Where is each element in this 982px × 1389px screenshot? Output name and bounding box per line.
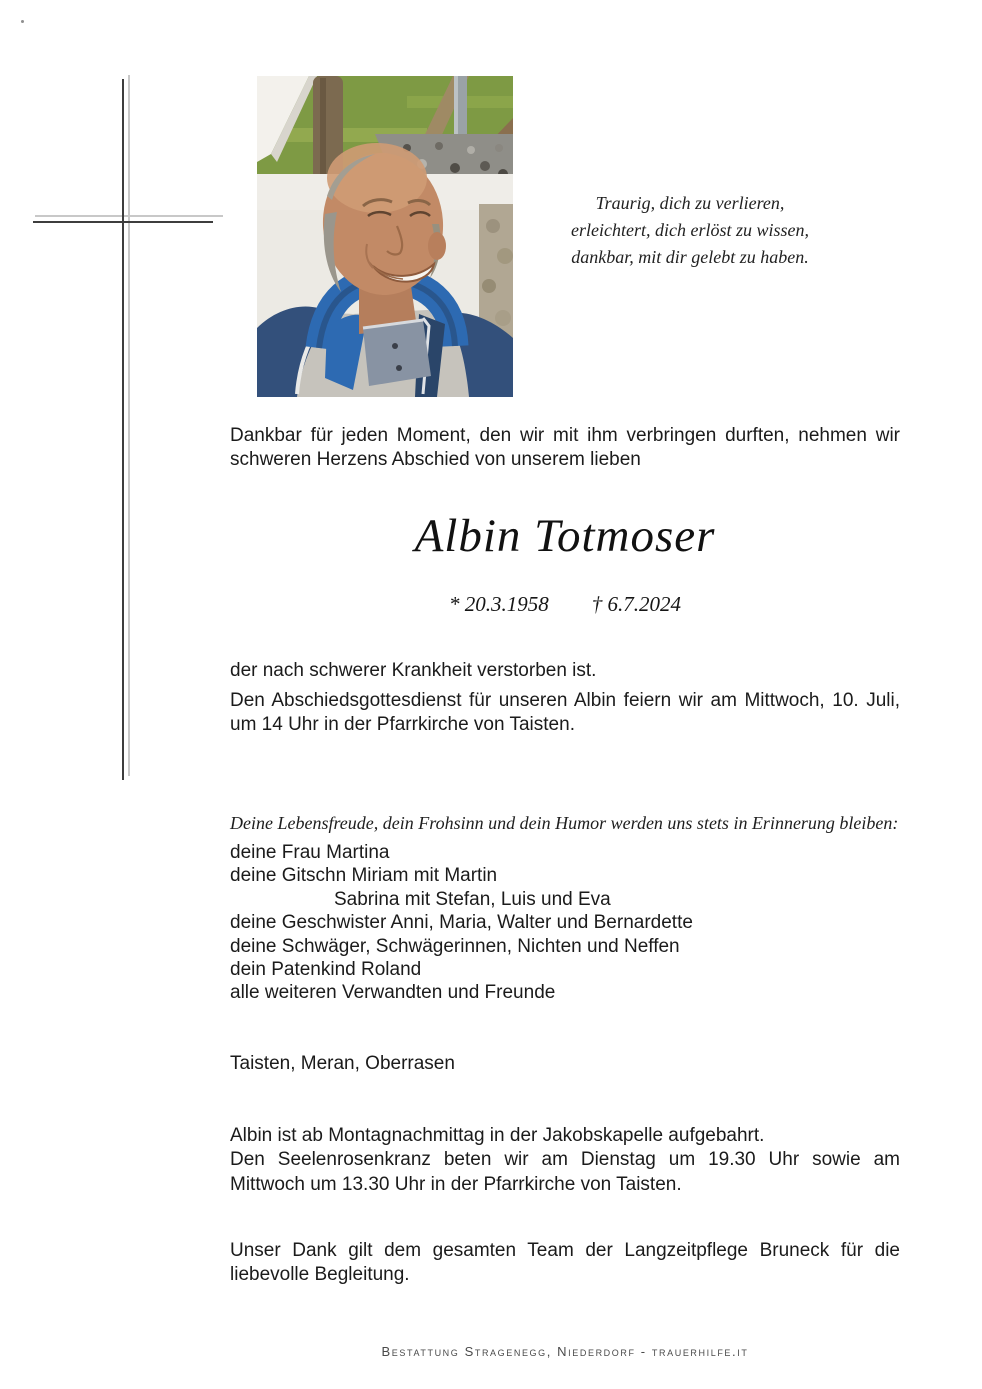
condolence-quote — [525, 190, 855, 271]
quote-line: dankbar, mit dir gelebt zu haben. — [571, 247, 809, 267]
cross-horizontal-light-line — [35, 215, 223, 217]
death-date: † 6.7.2024 — [591, 592, 681, 616]
service-paragraph — [230, 689, 900, 738]
funeral-home-footer: Bestattung Stragenegg, Niederdorf - trauerhilfe.it — [381, 1344, 749, 1359]
thanks-line: liebevolle Begleitung. — [230, 1264, 410, 1286]
cross-horizontal-dark-line — [33, 221, 213, 223]
life-dates — [230, 591, 900, 617]
places-line: Taisten, Meran, Oberrasen — [230, 1053, 455, 1074]
service-line: um 14 Uhr in der Pfarrkirche von Taisten. — [230, 714, 575, 736]
deceased-name: Albin Totmoser — [414, 510, 716, 562]
passing-line: der nach schwerer Krankheit verstorben ist. — [230, 660, 597, 681]
birth-date: * 20.3.1958 — [449, 592, 549, 616]
mourner-line: deine Geschwister Anni, Maria, Walter und Bernardette — [230, 912, 693, 934]
cross-vertical-dark-line — [122, 79, 124, 780]
mourner-line: deine Gitschn Miriam mit Martin — [230, 865, 498, 887]
quote-line: Traurig, dich zu verlieren, — [595, 193, 785, 213]
intro-line: Dankbar für jeden Moment, den wir mit ihm verbringen durften, nehmen wir — [230, 425, 900, 446]
remembrance-intro: Deine Lebensfreude, dein Frohsinn und dein Humor werden uns stets in Erinnerung bleiben: — [230, 813, 899, 833]
mourners-list — [230, 841, 900, 1005]
mourner-line: alle weiteren Verwandten und Freunde — [230, 982, 556, 1004]
intro-line: schweren Herzens Abschied von unserem lieben — [230, 449, 641, 471]
portrait-photo-illustration — [257, 76, 513, 397]
thanks-line: Unser Dank gilt dem gesamten Team der Langzeitpflege Bruneck für die — [230, 1240, 900, 1261]
quote-line: erleichtert, dich erlöst zu wissen, — [571, 220, 809, 240]
mourner-line: Sabrina mit Stefan, Luis und Eva — [334, 888, 611, 910]
rosary-line: Mittwoch um 13.30 Uhr in der Pfarrkirche von Taisten. — [230, 1173, 682, 1195]
rosary-line: Den Seelenrosenkranz beten wir am Dienstag um 19.30 Uhr sowie am — [230, 1149, 900, 1171]
wake-line: Albin ist ab Montagnachmittag in der Jakobskapelle aufgebahrt. — [230, 1125, 765, 1146]
intro-paragraph — [230, 424, 900, 473]
mourner-line: dein Patenkind Roland — [230, 959, 422, 981]
thanks-paragraph — [230, 1239, 900, 1288]
mourner-line: deine Schwäger, Schwägerinnen, Nichten und Neffen — [230, 935, 680, 957]
mourner-line: deine Frau Martina — [230, 842, 390, 863]
service-line: Den Abschiedsgottesdienst für unseren Albin feiern wir am Mittwoch, 10. Juli, — [230, 690, 900, 711]
scan-artifact-dot — [21, 20, 24, 23]
wake-block — [230, 1124, 900, 1197]
cross-vertical-light-line — [128, 75, 130, 776]
portrait-photo — [257, 76, 513, 397]
